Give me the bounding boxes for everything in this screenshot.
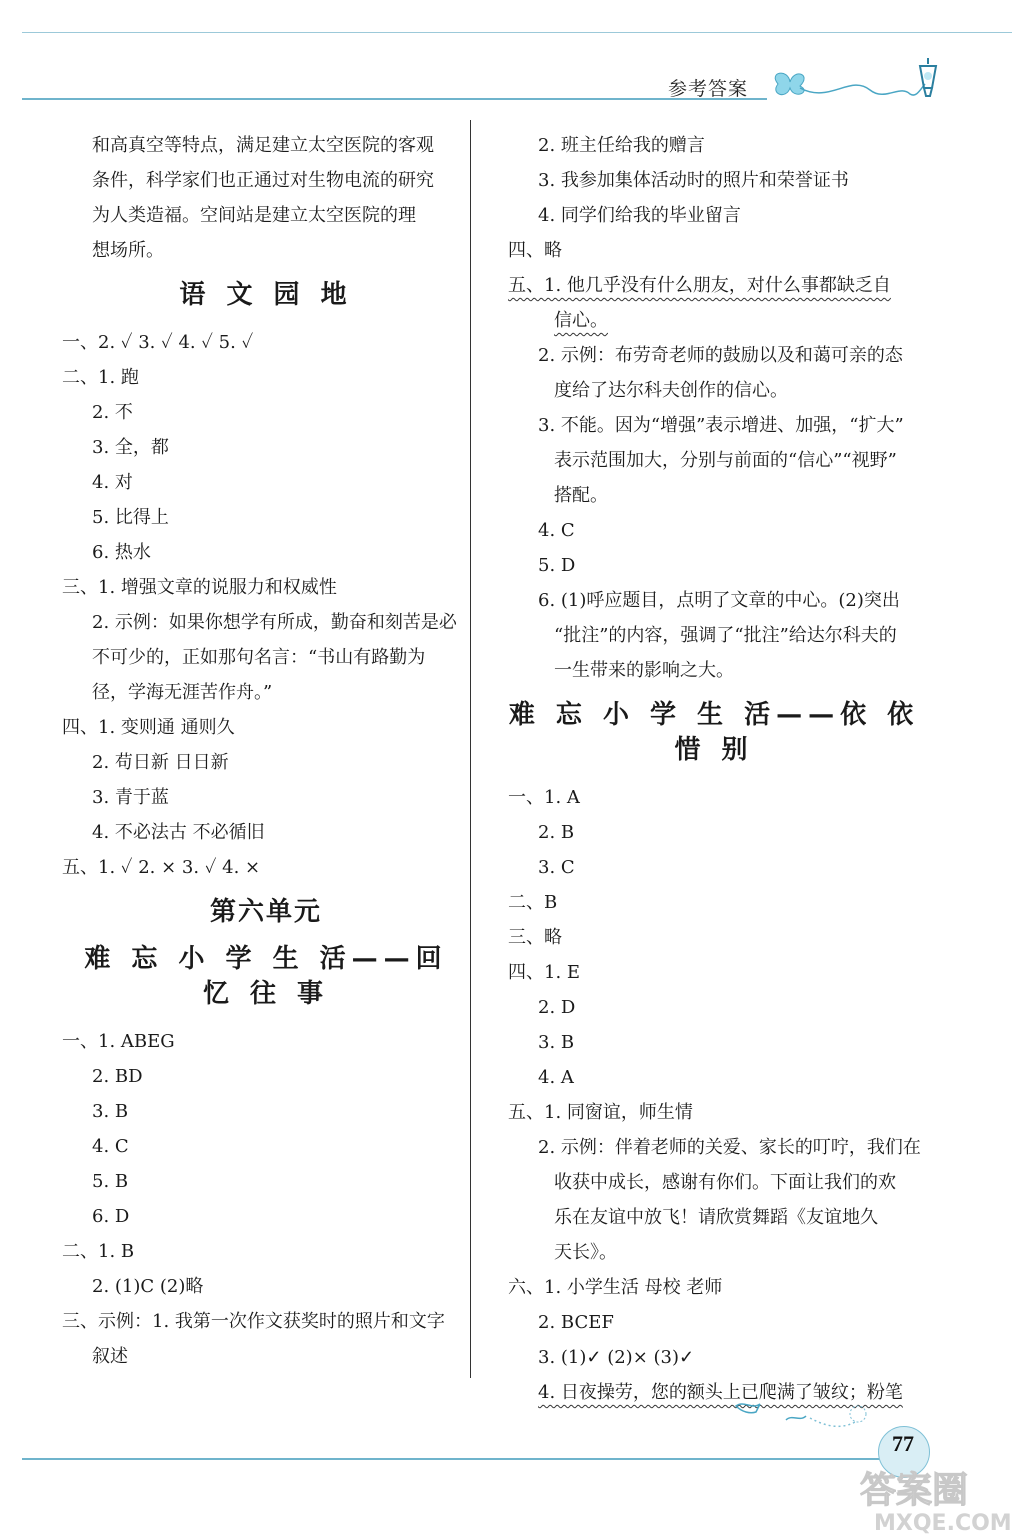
line-text: 4. A xyxy=(538,1067,574,1088)
line-text: 4. 不必法古 不必循旧 xyxy=(92,822,265,843)
answer-line xyxy=(508,618,920,653)
butterfly-lantern-decoration xyxy=(760,54,950,104)
line-text: 3. 不能。因为“增强”表示增进、加强，“扩大” xyxy=(538,415,904,436)
line-text: 三、略 xyxy=(508,927,562,948)
line-text: 3. B xyxy=(92,1101,129,1122)
line-text: 一、1. ABEG xyxy=(62,1031,175,1052)
answer-line xyxy=(62,500,482,535)
answer-line xyxy=(62,675,482,710)
answer-line xyxy=(62,1199,482,1234)
line-text: 2. BD xyxy=(92,1066,143,1087)
footer-rule xyxy=(22,1458,882,1460)
answer-line xyxy=(508,128,920,163)
line-text: 四、1. 变则通 通则久 xyxy=(62,717,235,738)
answer-line xyxy=(508,990,920,1025)
answer-line xyxy=(508,513,920,548)
line-text: 2. D xyxy=(538,997,576,1018)
line-text: 5. 比得上 xyxy=(92,507,169,528)
line-text: 2. (1)C (2)略 xyxy=(92,1276,204,1297)
line-text: 和高真空等特点，满足建立太空医院的客观 xyxy=(92,135,434,156)
answer-line xyxy=(508,1165,920,1200)
answer-line xyxy=(62,465,482,500)
line-text: 难 忘 小 学 生 活——回 忆 往 事 xyxy=(84,944,448,1009)
line-text: 2. 示例：如果你想学有所成，勤奋和刻苦是必 xyxy=(92,612,457,633)
line-text: 4. 对 xyxy=(92,472,133,493)
line-text: 2. 示例：伴着老师的关爱、家长的叮咛，我们在 xyxy=(538,1137,921,1158)
line-text: 三、示例：1. 我第一次作文获奖时的照片和文字 xyxy=(62,1311,445,1332)
answer-line xyxy=(508,1025,920,1060)
page-number: 77 xyxy=(892,1431,914,1456)
answer-line xyxy=(508,198,920,233)
answer-line xyxy=(508,548,920,583)
section-heading xyxy=(62,942,470,1012)
answer-line xyxy=(508,815,920,850)
line-text: 五、1. 他几乎没有什么朋友，对什么事都缺乏自 xyxy=(508,275,891,296)
answer-line xyxy=(62,233,482,268)
line-text: 二、1. 跑 xyxy=(62,367,139,388)
line-text: 四、略 xyxy=(508,240,562,261)
answer-line xyxy=(508,1200,920,1235)
answer-line xyxy=(508,1060,920,1095)
answer-line xyxy=(508,1305,920,1340)
answer-line xyxy=(62,198,482,233)
answer-line xyxy=(62,128,482,163)
line-text: 5. B xyxy=(92,1171,129,1192)
line-text: 第六单元 xyxy=(209,897,322,927)
line-text: 一、2. ✓ 3. ✓ 4. ✓ 5. ✓ xyxy=(62,332,254,353)
line-text: 3. 全，都 xyxy=(92,437,169,458)
answer-line xyxy=(62,745,482,780)
line-text: 二、B xyxy=(508,892,558,913)
answer-line xyxy=(62,1129,482,1164)
right-column xyxy=(508,128,920,1410)
header-rule xyxy=(22,98,767,100)
bird-trail-decoration xyxy=(730,1396,880,1436)
answer-line xyxy=(508,920,920,955)
answer-line xyxy=(62,605,482,640)
line-text: 搭配。 xyxy=(554,485,608,506)
answer-line xyxy=(62,710,482,745)
answer-line xyxy=(508,163,920,198)
line-text: “批注”的内容，强调了“批注”给达尔科夫的 xyxy=(554,625,897,646)
line-text: 4. C xyxy=(92,1136,129,1157)
answer-line xyxy=(62,1059,482,1094)
answer-line xyxy=(62,325,482,360)
answer-line xyxy=(508,653,920,688)
answer-line xyxy=(62,1304,482,1339)
answer-line xyxy=(62,360,482,395)
line-text: 条件，科学家们也正通过对生物电流的研究 xyxy=(92,170,434,191)
answer-line xyxy=(508,1270,920,1305)
line-text: 不可少的，正如那句名言：“书山有路勤为 xyxy=(92,647,426,668)
answer-line xyxy=(62,1024,482,1059)
svg-text:答案圈: 答案圈 xyxy=(860,1470,969,1511)
line-text: 2. 苟日新 日日新 xyxy=(92,752,229,773)
line-text: 3. 青于蓝 xyxy=(92,787,169,808)
section-heading xyxy=(508,698,920,768)
line-text: 6. (1)呼应题目，点明了文章的中心。(2)突出 xyxy=(538,590,900,611)
line-text: 度给了达尔科夫创作的信心。 xyxy=(554,380,788,401)
answer-line xyxy=(508,303,920,338)
answer-line xyxy=(62,640,482,675)
line-text: 四、1. E xyxy=(508,962,581,983)
line-text: 语 文 园 地 xyxy=(179,280,353,310)
left-column xyxy=(62,128,482,1374)
header-title: 参考答案 xyxy=(668,78,749,100)
line-text: 乐在友谊中放飞！请欣赏舞蹈《友谊地久 xyxy=(554,1207,878,1228)
line-text: 收获中成长，感谢有你们。下面让我们的欢 xyxy=(554,1172,896,1193)
line-text: 4. 同学们给我的毕业留言 xyxy=(538,205,741,226)
line-text: 表示范围加大，分别与前面的“信心”“视野” xyxy=(554,450,897,471)
line-text: 6. D xyxy=(92,1206,130,1227)
answer-line xyxy=(62,1234,482,1269)
line-text: 一生带来的影响之大。 xyxy=(554,660,734,681)
line-text: 2. BCEF xyxy=(538,1312,614,1333)
line-text: 3. (1)✓ (2)× (3)✓ xyxy=(538,1347,695,1368)
line-text: 二、1. B xyxy=(62,1241,135,1262)
answer-line xyxy=(508,478,920,513)
answer-line xyxy=(508,583,920,618)
line-text: 4. 日夜操劳，您的额头上已爬满了皱纹；粉笔 xyxy=(538,1382,903,1403)
line-text: 叙述 xyxy=(92,1346,128,1367)
answer-line xyxy=(508,850,920,885)
line-text: 想场所。 xyxy=(92,240,164,261)
line-text: 3. C xyxy=(538,857,575,878)
answer-line xyxy=(508,233,920,268)
answer-line xyxy=(508,373,920,408)
line-text: 5. D xyxy=(538,555,576,576)
answer-line xyxy=(62,815,482,850)
line-text: 信心。 xyxy=(554,310,608,331)
section-heading xyxy=(62,895,470,930)
answer-line xyxy=(508,268,920,303)
line-text: 6. 热水 xyxy=(92,542,151,563)
answer-line xyxy=(62,1269,482,1304)
line-text: 2. 班主任给我的赠言 xyxy=(538,135,705,156)
top-rule xyxy=(22,32,1012,33)
line-text: 五、1. ✓ 2. × 3. ✓ 4. × xyxy=(62,857,261,878)
line-text: 径，学海无涯苦作舟。” xyxy=(92,682,273,703)
line-text: 天长》。 xyxy=(554,1242,617,1263)
answer-line xyxy=(62,395,482,430)
line-text: 一、1. A xyxy=(508,787,580,808)
watermark-logo xyxy=(852,1462,1032,1536)
line-text: 4. C xyxy=(538,520,575,541)
line-text: 2. 不 xyxy=(92,402,133,423)
answer-line xyxy=(508,1095,920,1130)
answer-line xyxy=(62,1094,482,1129)
answer-line xyxy=(508,1235,920,1270)
answer-line xyxy=(62,163,482,198)
line-text: 2. B xyxy=(538,822,575,843)
svg-text:MXQE.COM: MXQE.COM xyxy=(874,1511,1012,1536)
answer-line xyxy=(62,780,482,815)
answer-line xyxy=(62,535,482,570)
line-text: 3. 我参加集体活动时的照片和荣誉证书 xyxy=(538,170,849,191)
answer-line xyxy=(508,443,920,478)
line-text: 五、1. 同窗谊，师生情 xyxy=(508,1102,693,1123)
line-text: 三、1. 增强文章的说服力和权威性 xyxy=(62,577,337,598)
line-text: 3. B xyxy=(538,1032,575,1053)
answer-line xyxy=(508,1340,920,1375)
section-heading xyxy=(62,278,470,313)
answer-line xyxy=(508,408,920,443)
answer-line xyxy=(508,1130,920,1165)
line-text: 难 忘 小 学 生 活——依 依 惜 别 xyxy=(508,700,920,765)
line-text: 为人类造福。空间站是建立太空医院的理 xyxy=(92,205,416,226)
answer-line xyxy=(508,338,920,373)
line-text: 六、1. 小学生活 母校 老师 xyxy=(508,1277,723,1298)
answer-line xyxy=(508,885,920,920)
answer-line xyxy=(62,850,482,885)
answer-line xyxy=(62,1164,482,1199)
answer-line xyxy=(508,955,920,990)
line-text: 2. 示例：布劳奇老师的鼓励以及和蔼可亲的态 xyxy=(538,345,903,366)
answer-line xyxy=(62,430,482,465)
answer-line xyxy=(508,780,920,815)
answer-line xyxy=(62,1339,482,1374)
answer-line xyxy=(62,570,482,605)
